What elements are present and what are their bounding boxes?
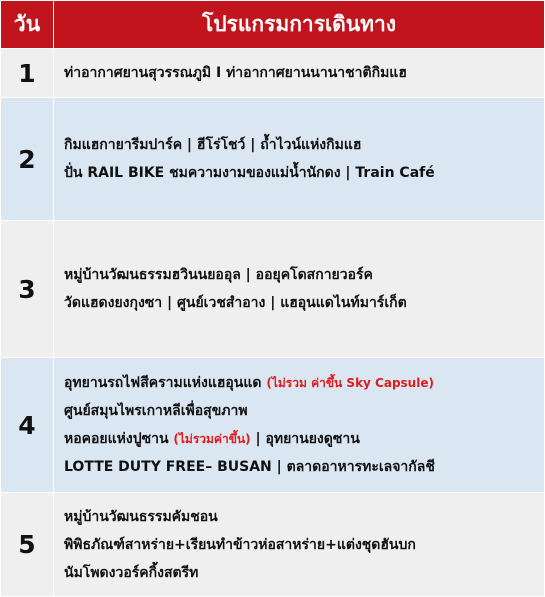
- excluded-cost-note: (ไม่รวมค่าขึ้น): [173, 432, 251, 446]
- excluded-cost-note: (ไม่รวม ค่าขึ้น Sky Capsule): [266, 376, 434, 390]
- day-program: [54, 98, 545, 221]
- program-line: [64, 425, 544, 453]
- program-line: [64, 261, 544, 289]
- program-text: กิมแฮกายารีมปาร์ค | ฮีโร่โชว์ | ถ้ำไวน์แห่งกิมแฮ: [64, 137, 362, 153]
- day-number: 4: [1, 358, 54, 493]
- day-row-1: [1, 49, 545, 98]
- program-text: ปั่น RAIL BIKE ชมความงามของแม่น้ำนักดง | Train Café: [64, 165, 435, 181]
- program-column-header: โปรแกรมการเดินทาง: [54, 1, 545, 49]
- program-text: หอคอยแห่งปูซาน: [64, 431, 174, 447]
- program-line: [64, 159, 544, 187]
- day-row-4: [1, 358, 545, 493]
- header-row: [1, 1, 545, 49]
- program-line: [64, 289, 544, 317]
- program-line: [64, 369, 544, 397]
- day-number: 1: [1, 49, 54, 98]
- program-line: [64, 397, 544, 425]
- program-line: [64, 453, 544, 481]
- program-line: [64, 131, 544, 159]
- program-text: พิพิธภัณฑ์สาหร่าย+เรียนทำข้าวห่อสาหร่าย+แต่งชุดฮันบก: [64, 536, 416, 553]
- day-number: 5: [1, 493, 54, 597]
- program-line: [64, 531, 544, 559]
- day-program: [54, 358, 545, 493]
- program-text: ศูนย์สมุนไพรเกาหลีเพื่อสุขภาพ: [64, 403, 248, 419]
- program-text: นัมโพดงวอร์คกิ้งสตรีท: [64, 564, 199, 581]
- day-program: [54, 493, 545, 597]
- program-line: [64, 59, 544, 87]
- day-program: [54, 221, 545, 358]
- program-line: [64, 559, 544, 587]
- day-program: [54, 49, 545, 98]
- day-row-3: [1, 221, 545, 358]
- program-text: วัดแฮดงยงกุงซา | ศูนย์เวชสำอาง | แฮอุนแดไนท์มาร์เก็ต: [64, 295, 407, 311]
- program-text: | อุทยานยงดูซาน: [250, 431, 360, 447]
- program-text: หมู่บ้านวัฒนธรรมคัมชอน: [64, 508, 218, 525]
- day-column-header: วัน: [1, 1, 54, 49]
- day-number: 3: [1, 221, 54, 358]
- program-text: หมู่บ้านวัฒนธรรมฮวินนยออุล | ออยุคโดสกายวอร์ค: [64, 267, 373, 283]
- day-number: 2: [1, 98, 54, 221]
- day-row-5: [1, 493, 545, 597]
- program-text: LOTTE DUTY FREE– BUSAN | ตลาดอาหารทะเลจากัลชี: [64, 459, 435, 475]
- program-text: ท่าอากาศยานสุวรรณภูมิ I ท่าอากาศยานนานาชาติกิมแฮ: [64, 65, 407, 81]
- program-text: อุทยานรถไฟสีครามแห่งแฮอุนแด: [64, 375, 267, 391]
- program-line: [64, 503, 544, 531]
- day-row-2: [1, 98, 545, 221]
